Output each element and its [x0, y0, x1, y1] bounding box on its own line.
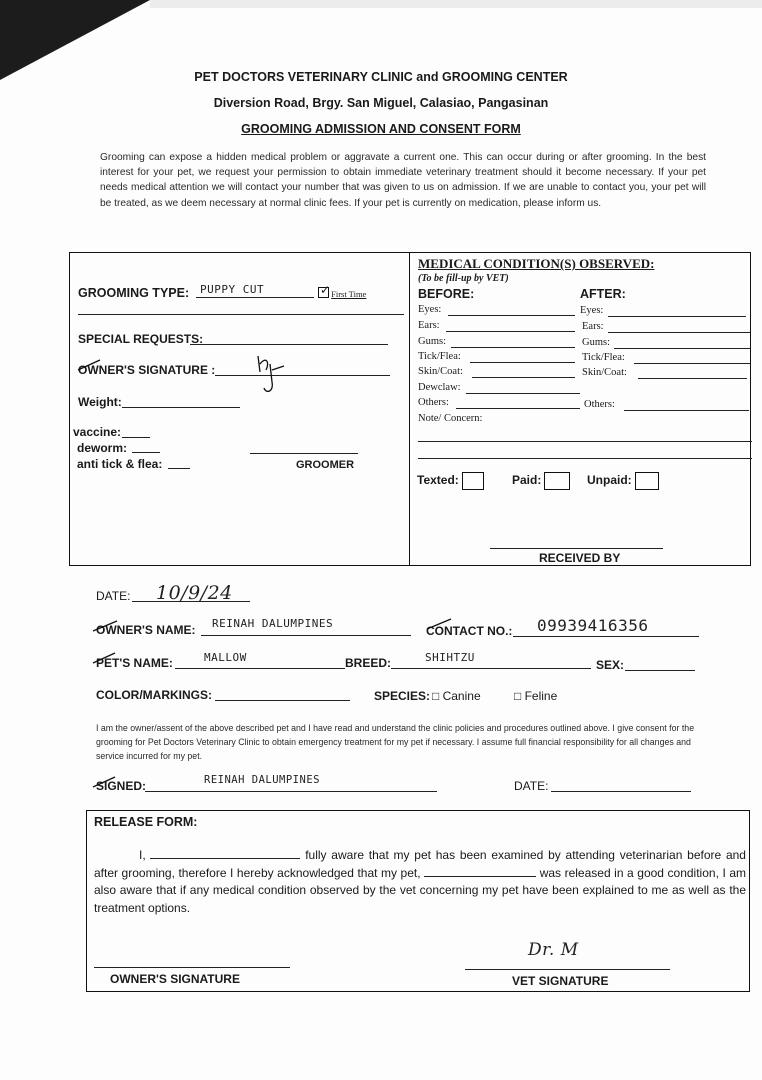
consent-paragraph: I am the owner/assent of the above described pet and I have read and understand the clinic policies and procedures outlined above. I give consent for the grooming for Pet Doctors Veterinary Clinic to obtain emergency treatment for my pet if necessary. I assume full financial responsibility for all changes and service incurred for my pet.	[96, 723, 695, 761]
texted-checkbox[interactable]	[462, 472, 484, 490]
release-text-1: I,	[139, 848, 146, 862]
release-owner-signature-line[interactable]	[94, 967, 290, 968]
before-ears-line[interactable]	[446, 331, 575, 332]
scan-corner-shadow	[0, 0, 150, 80]
grooming-extra-line[interactable]	[78, 314, 404, 315]
signed-label: SIGNED:	[96, 779, 147, 793]
before-eyes-line[interactable]	[448, 315, 575, 316]
before-dewclaw-line[interactable]	[466, 393, 580, 394]
after-tickflea-line[interactable]	[634, 363, 750, 364]
signed-line[interactable]	[145, 791, 437, 792]
weight-line[interactable]	[122, 407, 240, 408]
release-name-blank[interactable]	[150, 848, 300, 859]
species-label: SPECIES:	[374, 689, 431, 703]
color-markings-line[interactable]	[215, 700, 350, 701]
special-requests-label: SPECIAL REQUESTS:	[78, 332, 204, 346]
strike-mark-icon	[76, 358, 106, 372]
groomer-label: GROOMER	[296, 459, 355, 471]
groomer-signature-line[interactable]	[250, 453, 358, 454]
before-skincoat-line[interactable]	[472, 377, 575, 378]
note-concern-label: Note/ Concern:	[418, 413, 483, 424]
received-by-line[interactable]	[490, 548, 663, 549]
color-markings-label: COLOR/MARKINGS:	[96, 688, 212, 702]
sex-label: SEX:	[596, 658, 625, 672]
strike-mark-icon	[91, 775, 121, 789]
before-label: BEFORE:	[418, 287, 475, 301]
release-vet-signature-label: VET SIGNATURE	[512, 974, 609, 988]
after-skincoat-line[interactable]	[638, 378, 747, 379]
date-label: DATE:	[96, 589, 131, 603]
owner-signature-line[interactable]	[215, 375, 390, 376]
antitick-label: anti tick & flea:	[77, 457, 163, 471]
before-tickflea-label: Tick/Flea:	[418, 351, 461, 362]
after-tickflea-label: Tick/Flea:	[582, 352, 625, 363]
check-mark-icon: ✓	[320, 283, 331, 297]
after-eyes-label: Eyes:	[580, 305, 604, 316]
antitick-line[interactable]	[168, 468, 190, 469]
checkbox-icon[interactable]: □	[432, 689, 440, 703]
pet-name-value: MALLOW	[204, 651, 247, 664]
before-skincoat-label: Skin/Coat:	[418, 366, 463, 377]
clinic-address: Diversion Road, Brgy. San Miguel, Calasiao, Pangasinan	[213, 96, 549, 110]
contact-label: CONTACT NO.:	[426, 624, 513, 638]
after-eyes-line[interactable]	[608, 316, 746, 317]
scan-top-edge	[150, 0, 762, 8]
owner-name-line[interactable]	[201, 635, 411, 636]
unpaid-label: Unpaid:	[587, 473, 632, 488]
sex-line[interactable]	[625, 670, 695, 671]
strike-mark-icon	[425, 617, 455, 631]
contact-value: 09939416356	[537, 616, 649, 635]
first-time-checkbox[interactable]	[318, 283, 367, 299]
contact-line[interactable]	[513, 636, 699, 637]
special-requests-line[interactable]	[190, 344, 388, 345]
checkbox-icon[interactable]: □	[514, 689, 522, 703]
texted-field	[417, 472, 484, 490]
after-gums-line[interactable]	[614, 348, 750, 349]
release-paragraph	[94, 847, 746, 917]
paid-label: Paid:	[512, 473, 542, 488]
checkbox-box[interactable]	[318, 283, 331, 298]
signed-date-line[interactable]	[551, 791, 691, 792]
before-dewclaw-label: Dewclaw:	[418, 382, 461, 393]
release-text-3: was released in a good condition, I am also aware that if any medical condition observed by the vet concerning my pet have been explained to me as well as the treatment options.	[94, 865, 746, 915]
after-ears-line[interactable]	[608, 332, 750, 333]
deworm-line[interactable]	[132, 452, 160, 453]
strike-mark-icon	[91, 619, 121, 633]
note-line-1[interactable]	[418, 441, 752, 442]
signed-value: REINAH DALUMPINES	[204, 774, 320, 786]
vet-signature-value: Dr. M	[528, 940, 579, 960]
after-skincoat-label: Skin/Coat:	[582, 367, 627, 378]
medical-subtitle: (To be fill-up by VET)	[418, 273, 509, 284]
paid-field	[512, 472, 570, 490]
after-label: AFTER:	[580, 287, 626, 301]
unpaid-checkbox[interactable]	[635, 472, 659, 490]
pet-name-label: PET'S NAME:	[96, 656, 173, 670]
before-gums-label: Gums:	[418, 336, 447, 347]
owner-signature-label: OWNER'S SIGNATURE :	[78, 363, 216, 377]
species-feline-option[interactable]	[514, 689, 557, 703]
feline-label: Feline	[524, 689, 558, 703]
grooming-type-line[interactable]	[196, 297, 314, 298]
before-tickflea-line[interactable]	[470, 362, 575, 363]
vaccine-line[interactable]	[122, 437, 150, 438]
before-others-line[interactable]	[456, 408, 580, 409]
canine-label: Canine	[442, 689, 481, 703]
species-canine-option[interactable]	[432, 689, 481, 703]
release-title: RELEASE FORM:	[94, 815, 198, 829]
weight-label: Weight:	[78, 395, 122, 409]
grooming-type-value: PUPPY CUT	[200, 283, 265, 296]
intro-paragraph: Grooming can expose a hidden medical problem or aggravate a current one. This can occur during or after grooming. In the best interest for your pet, we request your permission to obtain immediate veterinary treatment should it become necessary. If your pet needs medical attention we will contact your number that was given to us on admission. If we are unable to contact you, your pet will be treated, as we deem necessary at normal clinic fees. If your pet is currently on medication, please inform us.	[100, 152, 706, 209]
box-divider	[409, 253, 410, 565]
after-others-line[interactable]	[624, 410, 749, 411]
note-line-2[interactable]	[418, 458, 752, 459]
release-vet-signature-line[interactable]	[465, 969, 670, 970]
release-pet-blank[interactable]	[424, 866, 536, 877]
owner-initial-signature	[252, 352, 292, 397]
signed-date-label: DATE:	[514, 779, 549, 793]
release-text-2: fully aware that my pet has been examined by attending veterinarian before and after grooming, therefore I hereby acknowledged that my pet,	[94, 848, 746, 880]
breed-line[interactable]	[391, 668, 591, 669]
deworm-label: deworm:	[77, 441, 128, 455]
received-by-label: RECEIVED BY	[539, 551, 621, 565]
after-gums-label: Gums:	[582, 337, 611, 348]
pet-name-line[interactable]	[175, 668, 345, 669]
paid-checkbox[interactable]	[544, 472, 570, 490]
unpaid-field	[587, 472, 659, 490]
form-title: GROOMING ADMISSION AND CONSENT FORM	[241, 122, 521, 136]
vaccine-label: vaccine:	[73, 425, 122, 439]
before-gums-line[interactable]	[451, 347, 575, 348]
clinic-name: PET DOCTORS VETERINARY CLINIC and GROOMING CENTER	[194, 70, 568, 84]
texted-label: Texted:	[417, 473, 459, 488]
after-others-label: Others:	[584, 399, 615, 410]
owner-name-label: OWNER'S NAME:	[96, 623, 196, 637]
release-owner-signature-label: OWNER'S SIGNATURE	[110, 972, 240, 986]
date-value: 10/9/24	[156, 582, 233, 604]
strike-mark-icon	[91, 651, 121, 665]
before-ears-label: Ears:	[418, 320, 440, 331]
grooming-type-label: GROOMING TYPE:	[78, 286, 190, 300]
breed-value: SHIHTZU	[425, 651, 475, 664]
before-eyes-label: Eyes:	[418, 304, 442, 315]
before-others-label: Others:	[418, 397, 449, 408]
breed-label: BREED:	[345, 656, 392, 670]
first-time-label: First Time	[331, 289, 367, 299]
after-ears-label: Ears:	[582, 321, 604, 332]
owner-name-value: REINAH DALUMPINES	[212, 617, 334, 630]
medical-title: MEDICAL CONDITION(S) OBSERVED:	[418, 256, 655, 271]
